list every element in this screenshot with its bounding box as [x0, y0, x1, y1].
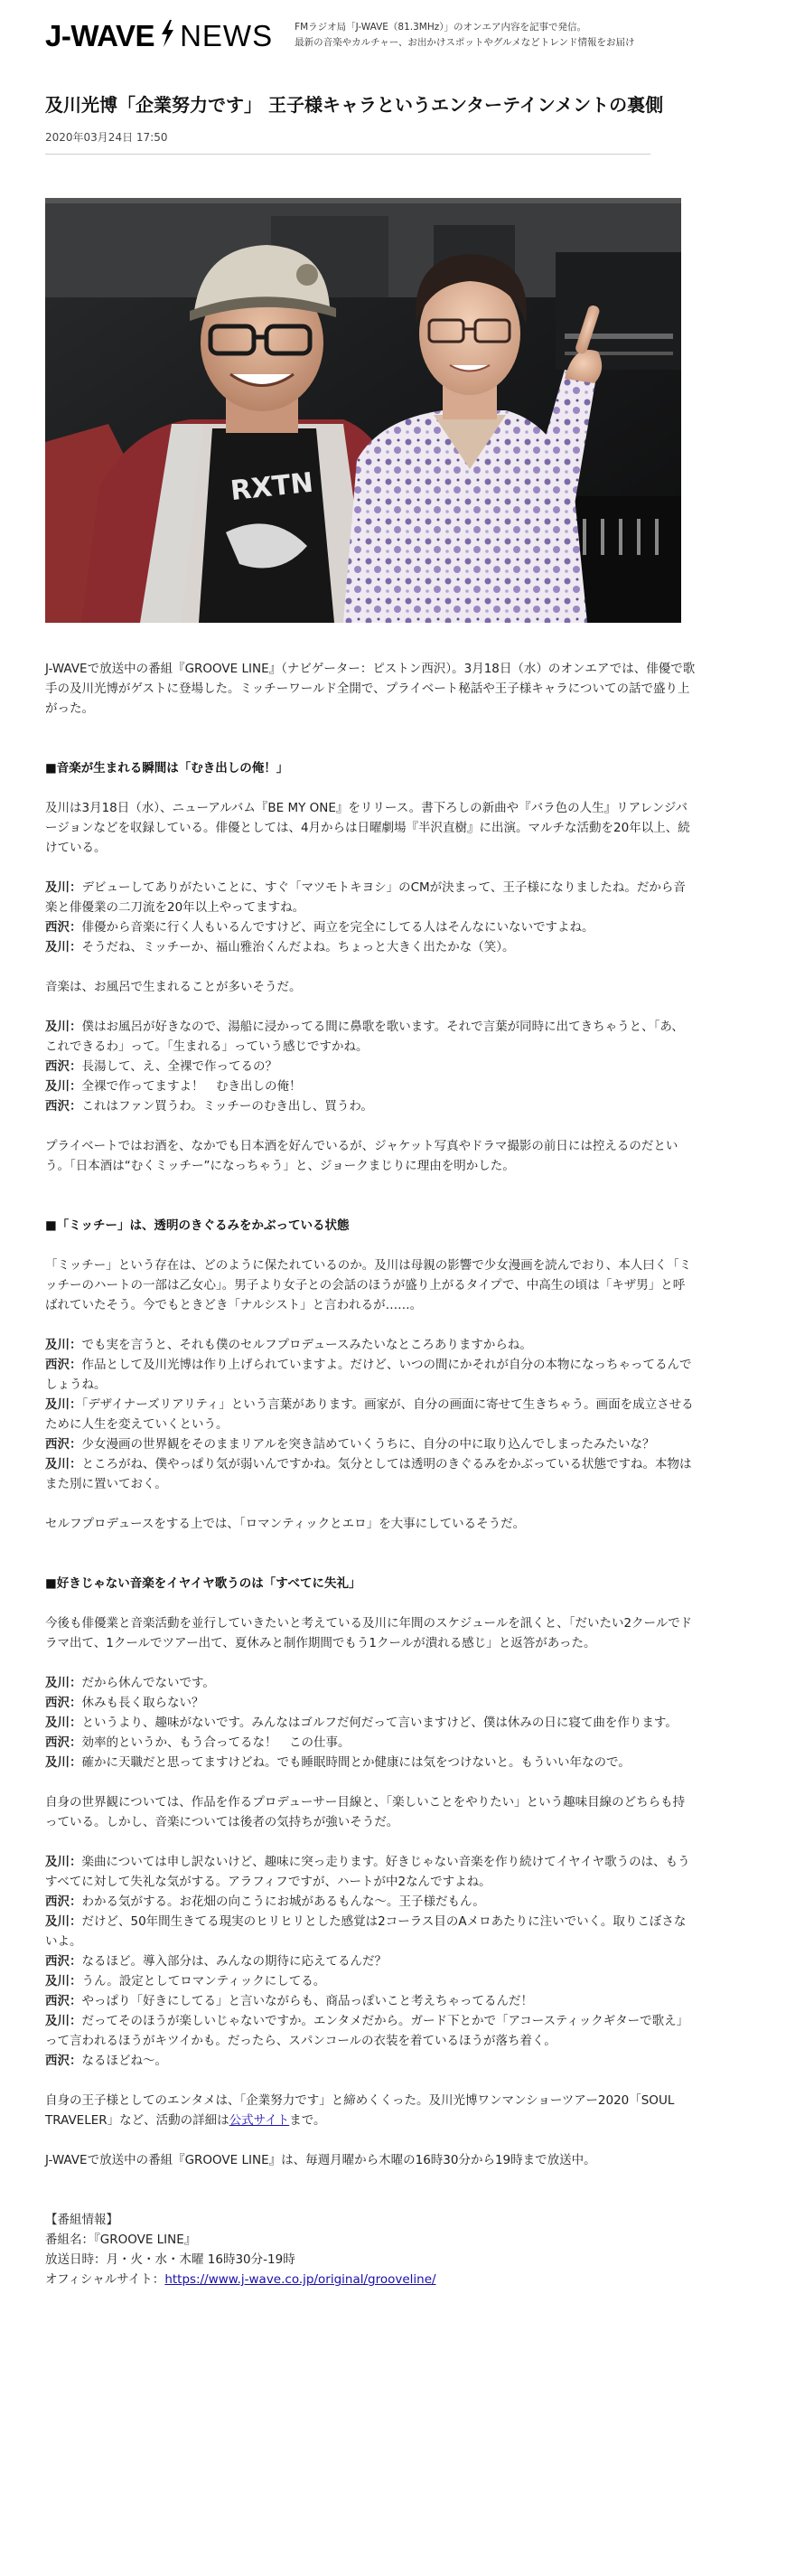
dialogue-line: 及川：だってそのほうが楽しいじゃないですか。エンタメだから。ガード下とかで「アコースティックギターで歌え」って言われるほうがキツイかも。だったら、スパンコールの衣装を着ているほうが落ち着く。 [45, 2014, 689, 2048]
dialogue-block-4 [45, 1673, 696, 1772]
dialogue-line: 及川：そうだね、ミッチーか、福山雅治くんだよね。ちょっと大きく出たかな（笑）。 [45, 940, 515, 954]
speaker: 及川： [45, 1755, 82, 1770]
site-header [45, 0, 750, 65]
speaker: 及川： [45, 1855, 82, 1869]
dialogue-line: 及川：ところがね、僕やっぱり気が弱いんですかね。気分としては透明のきぐるみをかぶっている状態ですね。本物はまた別に置いておく。 [45, 1457, 692, 1491]
paragraph: 今後も俳優業と音楽活動を並行していきたいと考えている及川に年間のスケジュールを訊くと、「だいたい2クールでドラマ出て、1クールでツアー出て、夏休みと制作期間でもう1クールが潰れる感じ」と返答があった。 [45, 1616, 692, 1650]
dialogue-line: 及川：「デザイナーズリアリティ」という言葉があります。画家が、自分の画面に寄せて生きちゃう。画面を成立させるために人生を変えていくという。 [45, 1397, 694, 1432]
program-site-link[interactable]: https://www.j-wave.co.jp/original/grooveline/ [164, 2272, 436, 2287]
speaker: 及川： [45, 1974, 82, 1988]
speaker: 及川： [45, 1716, 82, 1730]
speaker: 及川： [45, 1914, 82, 1929]
speaker: 西沢： [45, 1099, 82, 1114]
speaker: 西沢： [45, 1735, 82, 1750]
tagline-line-2: 最新の音楽やカルチャー、お出かけスポットやグルメなどトレンド情報をお届け [295, 37, 635, 48]
speaker: 及川： [45, 1676, 82, 1690]
intro-paragraph: J-WAVEで放送中の番組『GROOVE LINE』（ナビゲーター：ピストン西沢）。3月18日（水）のオンエアでは、俳優で歌手の及川光博がゲストに登場した。ミッチーワールド全開で、プライベート秘話や王子様キャラについての話で盛り上がった。 [45, 662, 696, 716]
program-site: オフィシャルサイト：https://www.j-wave.co.jp/original/grooveline/ [45, 2272, 436, 2287]
article-date: 2020年03月24日 17:50 [45, 129, 650, 155]
dialogue-line: 西沢：やっぱり「好きにしてる」と言いながらも、商品っぽいこと考えちゃってるんだ！ [45, 1994, 533, 2008]
logo-news: NEWS [180, 18, 274, 52]
speaker: 及川： [45, 1079, 82, 1094]
dialogue-line: 及川：僕はお風呂が好きなので、湯船に浸かってる間に鼻歌を歌います。それで言葉が同時に出てきちゃうと、「あ、これできるわ」って。「生まれる」っていう感じですかね。 [45, 1020, 684, 1054]
speaker: 及川： [45, 1338, 82, 1352]
speaker: 西沢： [45, 2054, 82, 2068]
paragraph: 「ミッチー」という存在は、どのように保たれているのか。及川は母親の影響で少女漫画を読んでおり、本人曰く「ミッチーのハートの一部は乙女心」。男子より女子との会話のほうが盛り上がるタイプで、中高生の頃は「キザ男」と呼ばれていたそう。今でもときどき「ナルシスト」と言われるが……。 [45, 1258, 692, 1312]
speaker: 西沢： [45, 1696, 82, 1710]
dialogue-line: 西沢：休みも長く取らない？ [45, 1696, 204, 1710]
dialogue-line: 及川：だから休んでないです。 [45, 1676, 215, 1690]
section-heading-3: ■好きじゃない音楽をイヤイヤ歌うのは「すべてに失礼」 [45, 1576, 361, 1591]
program-name: 番組名：『GROOVE LINE』 [45, 2233, 197, 2247]
dialogue-block-2 [45, 1017, 696, 1116]
speaker: 及川： [45, 940, 82, 954]
dialogue-line: 西沢：これはファン買うわ。ミッチーのむき出し、買うわ。 [45, 1099, 373, 1114]
dialogue-block-5 [45, 1852, 696, 2071]
dialogue-line: 及川：でも実を言うと、それも僕のセルフプロデュースみたいなところありますからね。 [45, 1338, 532, 1352]
dialogue-line: 及川：全裸で作ってますよ！ むき出しの俺！ [45, 1079, 302, 1094]
paragraph: 及川は3月18日（水）、ニューアルバム『BE MY ONE』をリリース。書下ろしの新曲や『バラ色の人生』リアレンジバージョンなどを収録している。俳優としては、4月からは日曜劇場『半沢直樹』に出演。マルチな活動を20年以上、続けている。 [45, 801, 690, 855]
speaker: 西沢： [45, 920, 82, 935]
paragraph: 音楽は、お風呂で生まれることが多いそうだ。 [45, 980, 302, 994]
dialogue-block-3 [45, 1335, 696, 1494]
speaker: 西沢： [45, 1437, 82, 1452]
speaker: 西沢： [45, 1894, 82, 1909]
paragraph: セルフプロデュースをする上では、「ロマンティックとエロ」を大事にしているそうだ。 [45, 1517, 526, 1531]
program-time: 放送日時：月・火・水・木曜 16時30分-19時 [45, 2252, 295, 2267]
dialogue-line: 西沢：少女漫画の世界観をそのままリアルを突き詰めていくうちに、自分の中に取り込んでしまったみたいな？ [45, 1437, 655, 1452]
dialogue-line: 及川：だけど、50年間生きてる現実のヒリヒリとした感覚は2コーラス目のAメロあたりに注いでいく。取りこぼさないよ。 [45, 1914, 687, 1949]
article-body [45, 659, 696, 2289]
official-site-link[interactable]: 公式サイト [229, 2113, 290, 2128]
speaker: 及川： [45, 1457, 82, 1471]
dialogue-line: 西沢：なるほどね～。 [45, 2054, 167, 2068]
program-info-heading: 【番組情報】 [45, 2213, 118, 2227]
dialogue-line: 西沢：わかる気がする。お花畑の向こうにお城があるもんな～。王子様だもん。 [45, 1894, 485, 1909]
dialogue-line: 西沢：長湯して、え、全裸で作ってるの？ [45, 1059, 278, 1074]
speaker: 及川： [45, 2014, 82, 2028]
photo-shirt-text: RXTN [229, 466, 315, 508]
section-heading-2: ■「ミッチー」は、透明のきぐるみをかぶっている状態 [45, 1218, 350, 1233]
site-logo[interactable] [45, 20, 273, 52]
speaker: 及川： [45, 1020, 82, 1034]
dialogue-line: 西沢：俳優から音楽に行く人もいるんですけど、両立を完全にしてる人はそんなにいないですよね。 [45, 920, 594, 935]
photo-illustration [45, 198, 681, 623]
speaker: 西沢： [45, 1358, 82, 1372]
dialogue-line: 及川：デビューしてありがたいことに、すぐ「マツモトキヨシ」のCMが決まって、王子様になりましたね。だから音楽と俳優業の二刀流を20年以上やってますね。 [45, 880, 686, 915]
speaker: 及川： [45, 880, 82, 895]
program-info [45, 2210, 696, 2289]
site-tagline [295, 20, 750, 51]
dialogue-line: 及川：楽曲については申し訳ないけど、趣味に突っ走ります。好きじゃない音楽を作り続けてイヤイヤ歌うのは、もうすべてに対して失礼な気がする。アラフィフですが、ハートが中2なんですよね。 [45, 1855, 690, 1889]
dialogue-line: 及川：確かに天職だと思ってますけどね。でも睡眠時間とか健康には気をつけないと。もういい年なので。 [45, 1755, 631, 1770]
dialogue-line: 西沢：効率的というか、もう合ってるな！ この仕事。 [45, 1735, 351, 1750]
section-heading-1: ■音楽が生まれる瞬間は「むき出しの俺！」 [45, 761, 289, 776]
paragraph-with-link: 自身の王子様としてのエンタメは、「企業努力です」と締めくくった。及川光博ワンマンショーツアー2020「SOUL TRAVELER」など、活動の詳細は公式サイトまで。 [45, 2093, 675, 2128]
dialogue-line: 及川：うん。設定としてロマンティックにしてる。 [45, 1974, 326, 1988]
dialogue-line: 西沢：作品として及川光博は作り上げられていますよ。だけど、いつの間にかそれが自分の本物になっちゃってるんでしょうね。 [45, 1358, 692, 1392]
speaker: 西沢： [45, 1954, 82, 1969]
article-title: 及川光博「企業努力です」 王子様キャラというエンターテインメントの裏側 [45, 94, 664, 116]
article-photo [45, 198, 681, 623]
dialogue-line: 及川：というより、趣味がないです。みんなはゴルフだ何だって言いますけど、僕は休みの日に寝て曲を作ります。 [45, 1716, 678, 1730]
tagline-line-1: FMラジオ局「J-WAVE（81.3MHz）」のオンエア内容を記事で発信。 [295, 22, 586, 33]
speaker: 西沢： [45, 1059, 82, 1074]
speaker: 及川： [45, 1397, 82, 1412]
lightning-bolt-icon [160, 20, 174, 52]
paragraph: プライベートではお酒を、なかでも日本酒を好んでいるが、ジャケット写真やドラマ撮影の前日には控えるのだという。「日本酒は“むくミッチー”になっちゃう」と、ジョークまじりに理由を明かした。 [45, 1139, 678, 1173]
dialogue-line: 西沢：なるほど。導入部分は、みんなの期待に応えてるんだ？ [45, 1954, 387, 1969]
speaker: 西沢： [45, 1994, 82, 2008]
paragraph: 自身の世界観については、作品を作るプロデューサー目線と、「楽しいことをやりたい」という趣味目線のどちらも持っている。しかし、音楽については後者の気持ちが強いそうだ。 [45, 1795, 686, 1829]
dialogue-block-1 [45, 878, 696, 957]
logo-jwave: J-WAVE [45, 18, 155, 52]
paragraph: J-WAVEで放送中の番組『GROOVE LINE』は、毎週月曜から木曜の16時30分から19時まで放送中。 [45, 2153, 596, 2167]
